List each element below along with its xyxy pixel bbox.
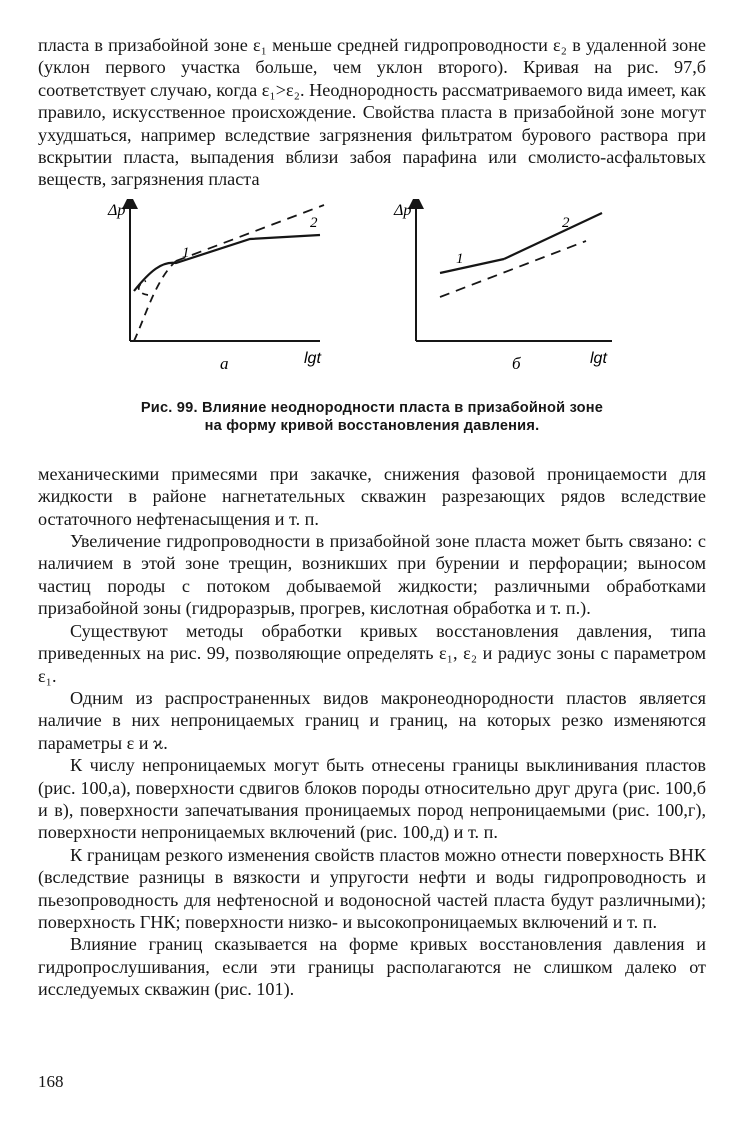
panel-b-curve-2-label: 2 bbox=[562, 214, 570, 231]
paragraph: механическими примесями при закачке, снижения фазовой проницаемости для жидкости в районе нагнетательных скважин разрезающих рядов вследствие остаточного нефтенасыщения и т. п. bbox=[38, 463, 706, 529]
caption-line-1: Рис. 99. Влияние неоднородности пласта в призабойной зоне bbox=[140, 399, 604, 416]
figure-99 bbox=[38, 199, 706, 441]
paragraph: Влияние границ сказывается на форме кривых восстановления давления и гидропрослушивания, если эти границы располагаются не слишком далеко от исследуемых скважин (рис. 101). bbox=[38, 934, 706, 1000]
paragraph: Существуют методы обработки кривых восстановления давления, типа приведенных на рис. 99, позволяющие определять ε₁, ε₂ и радиус зоны с параметром ε₁. bbox=[38, 620, 706, 686]
panel-a-letter: а bbox=[220, 353, 229, 373]
figure-99-drawing bbox=[38, 199, 706, 441]
panel-a-y-label: Δp bbox=[108, 201, 126, 219]
panel-b-curve-1-label: 1 bbox=[456, 250, 464, 267]
panel-b-curve-2 bbox=[504, 213, 602, 259]
top-paragraph: пласта в призабойной зоне ε₁ меньше средней гидропроводности ε₂ в удаленной зоне (уклон первого участка больше, чем уклон второго). Кривая на рис. 97,б соответствует случаю, когда ε₁>ε₂. Неоднородность рассматриваемого вида имеет, как правило, искусственное происхождение. Свойства пласта в призабойной зоне могут ухудшаться, например вследствие загрязнения фильтратом бурового раствора при вскрытии пласта, выпадения вблизи забоя парафина или смолисто-асфальтовых веществ, загрязнения пласта bbox=[38, 35, 706, 190]
panel-a-line-2 bbox=[176, 205, 324, 261]
paragraph: К числу непроницаемых могут быть отнесены границы выклинивания пластов (рис. 100,а), поверхности сдвигов блоков породы относительно друг друга (рис. 100,б и в), поверхности запечатывания проницаемых пород непроницаемыми (рис. 100,г), поверхности непроницаемых включений (рис. 100,д) и т. п. bbox=[38, 755, 706, 843]
panel-b-x-label: lgt bbox=[590, 349, 607, 367]
panel-a-curve-2 bbox=[134, 261, 176, 341]
panel-b-curve-1 bbox=[440, 259, 504, 273]
panel-a-curve-2-label: 2 bbox=[310, 214, 318, 231]
paragraph: К границам резкого изменения свойств пластов можно отнести поверхность ВНК (вследствие разницы в вязкости и упругости нефти и воды гидропроводность и пьезопроводность для нефтеносной и водоносной частей пласта будут различными); поверхность ГНК; поверхности низко- и высокопроницаемых включений и т. п. bbox=[38, 844, 706, 932]
paragraph: Увеличение гидропроводности в призабойной зоне пласта может быть связано: с наличием в этой зоне трещин, возникших при бурении и перфорации; выносом частиц породы с потоком добываемой жидкости; различными обработками призабойной зоны (гидроразрыв, прогрев, кислотная обработка и т. п.). bbox=[38, 531, 706, 619]
page-body bbox=[38, 34, 706, 1001]
panel-a-curve-1-label: 1 bbox=[182, 244, 190, 261]
caption-line-2: на форму кривой восстановления давления. bbox=[204, 417, 540, 434]
panel-a bbox=[107, 201, 324, 373]
panel-b-letter: б bbox=[512, 353, 521, 373]
panel-a-curve-1 bbox=[134, 235, 320, 291]
paragraph: Одним из распространенных видов макронеоднородности пластов является наличие в них непроницаемых границ и границ, на которых резко изменяются параметры ε и ϰ. bbox=[38, 687, 706, 753]
panel-a-x-label: lgt bbox=[304, 349, 321, 367]
panel-b-y-label: Δp bbox=[394, 201, 412, 219]
panel-b bbox=[393, 201, 612, 373]
page-number: 168 bbox=[38, 1072, 64, 1091]
